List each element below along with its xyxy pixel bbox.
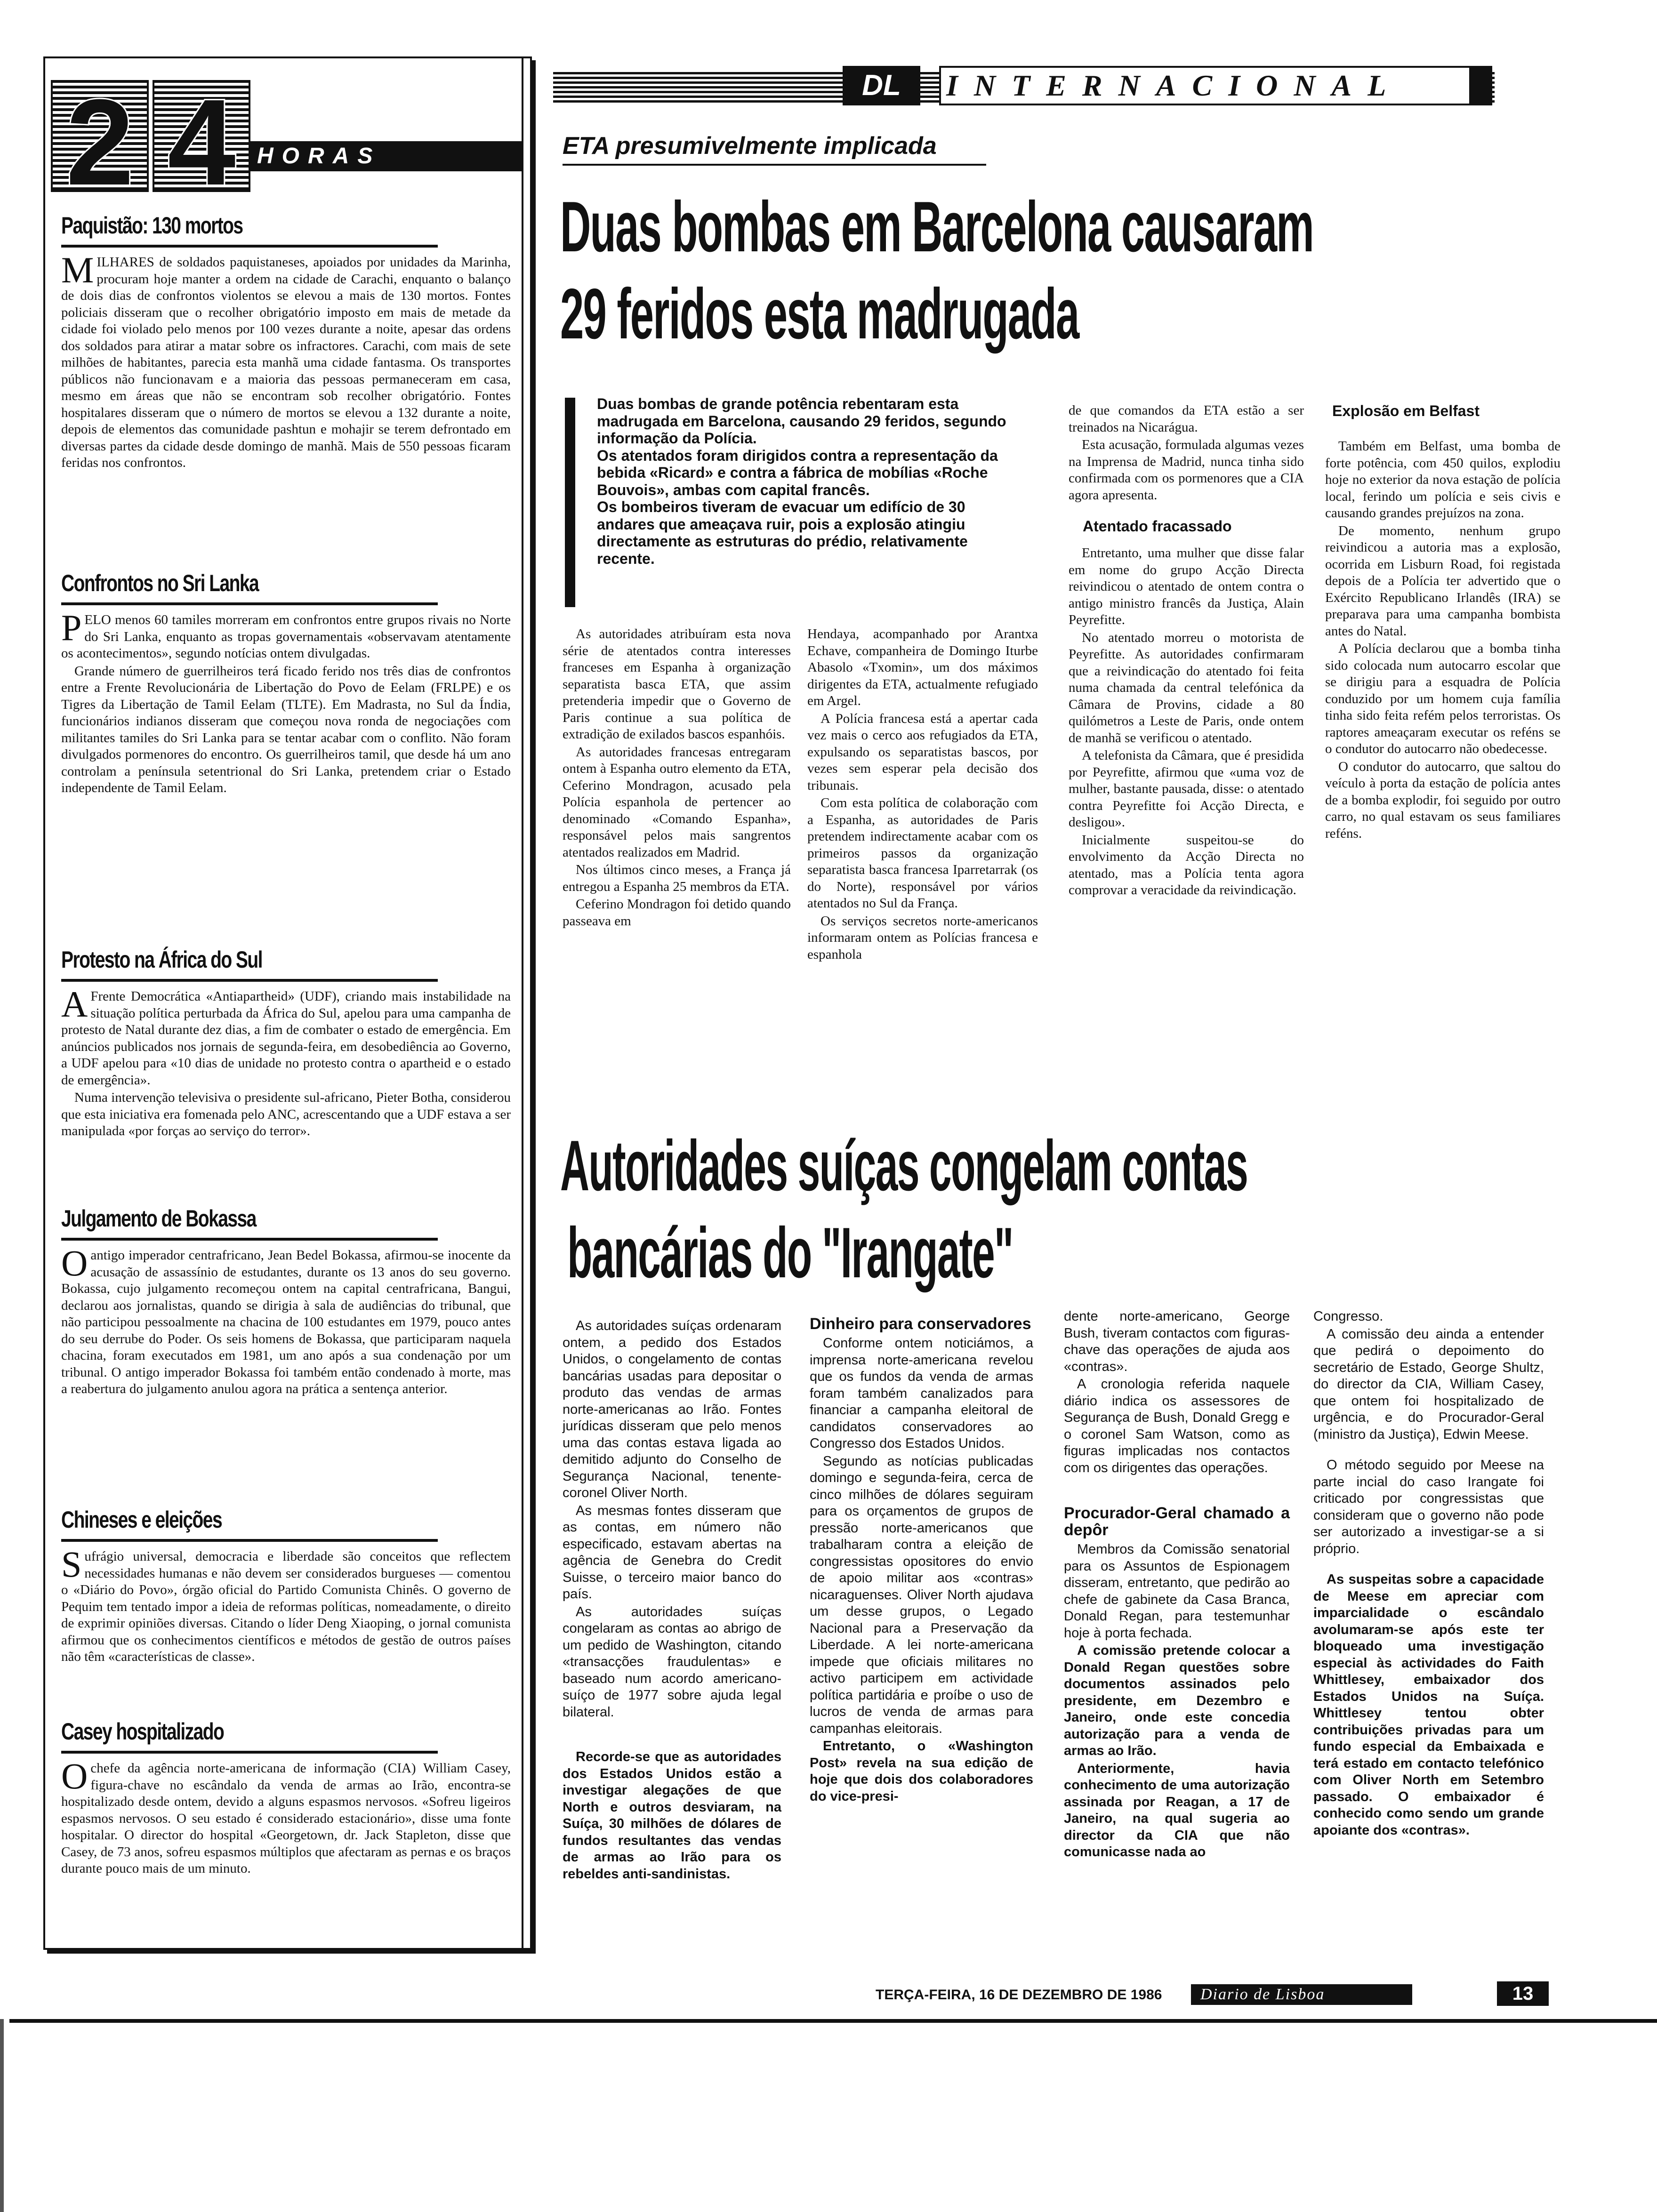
subhead: Explosão em Belfast: [1332, 402, 1480, 419]
title-underline: [61, 1751, 438, 1754]
paragraph: Conforme ontem noticiámos, a imprensa norte-americana revelou que os fundos da venda de armas foram também canalizados para financiar a campanha eleitoral de candidatos conservadores ao Congresso dos Estados Unidos.: [810, 1336, 1033, 1451]
footer-rule: [9, 2019, 1657, 2023]
sidebar-item: [61, 569, 511, 946]
dropcap: S: [61, 1544, 82, 1585]
dropcap: M: [61, 249, 94, 290]
article2-headline-line1: Autoridades suíças congelam contas: [560, 1126, 1248, 1206]
sidebar-double-rule: [522, 56, 523, 1953]
sidebar-item-body: [61, 1242, 511, 1398]
article2-col3: [1064, 1308, 1290, 1862]
paragraph: chefe da agência norte-americana de informação (CIA) William Casey, figura-chave no escândalo da venda de armas ao Irão, encontra-se hospitalizado desde ontem, devido a alguns espasmos nervosos. «Sofreu ligeiros espasmos nervosos. O seu estado é considerado estacionário», disse uma fonte hospitalar. O director do hospital «Georgetown, dr. Jack Stapleton, disse que Casey, de 73 anos, sofreu espasmos múltiplos que afectaram as pernas e os braços durante pouco mais de um minuto.: [61, 1761, 511, 1876]
sidebar-item: [61, 946, 511, 1205]
paragraph: O método seguido por Meese na parte incial do caso Irangate foi criticado por congressistas que consideram que o governo não pode ser autorizado a investigar-se a si próprio.: [1313, 1458, 1544, 1556]
paragraph: ELO menos 60 tamiles morreram em confrontos entre grupos rivais no Norte do Sri Lanka, enquanto as tropas governamentais «observavam atentamente os acontecimentos», segundo notícias ontem divulgadas.: [61, 612, 511, 661]
paragraph: de que comandos da ETA estão a ser treinados na Nicarágua.: [1069, 403, 1304, 435]
sidebar-logo: [43, 71, 538, 211]
paragraph: ufrágio universal, democracia e liberdade são conceitos que reflectem necessidades humanas e não devem ser considerados burgueses — comentou o «Diário do Povo», órgão oficial do Partido Comunista Chinês. O governo de Pequim tem tentado impor a ideia de reformas políticas, nomeadamente, o direito de exprimir opiniões diversas. Citando o líder Deng Xiaoping, o jornal comunista afirmou que os conhecimentos científicos e métodos de gestão de outros países não têm «características de classe».: [61, 1549, 511, 1664]
sidebar-item-body: [61, 249, 511, 472]
sidebar-item: [61, 1205, 511, 1506]
sidebar-item-title: Protesto na África do Sul: [61, 946, 262, 973]
sidebar-item: [61, 1718, 511, 1944]
article1-col4: [1325, 402, 1560, 843]
paragraph: Entretanto, uma mulher que disse falar em nome do grupo Acção Directa reivindicou o atentado de ontem contra o antigo ministro francês da Justiça, Alain Peyrefitte.: [1069, 545, 1304, 627]
paragraph: Com esta política de colaboração com a Espanha, as autoridades de Paris pretendem indirectamente acabar com os primeiros passos da organização separatista basca francesa Iparretarrak (os do Norte), responsável por vários atentados no Sul da França.: [807, 795, 1038, 911]
paragraph: As autoridades suíças congelaram as contas ao abrigo de um pedido de Washington, citando «transacções fraudulentas» e baseado num acordo americano-suíço de 1977 sobre ajuda legal bilateral.: [563, 1604, 781, 1720]
sidebar-item-title: Confrontos no Sri Lanka: [61, 570, 259, 596]
article1-col1: [563, 626, 791, 930]
article2-col2: [810, 1315, 1033, 1806]
paragraph: A telefonista da Câmara, que é presidida por Peyrefitte, afirmou que «uma voz de mulher, bastante pausada, disse: o atentado contra Peyrefitte foi Acção Directa, e desligou».: [1069, 748, 1304, 830]
paragraph: dente norte-americano, George Bush, tiveram contactos com figuras-chave das operações de ajuda aos «contras».: [1064, 1309, 1290, 1374]
paragraph: Membros da Comissão senatorial para os Assuntos de Espionagem disseram, entretanto, que pedirão ao chefe de gabinete da Casa Branca, Donald Regan, para testemunhar hoje à porta fechada.: [1064, 1542, 1290, 1641]
paragraph: Esta acusação, formulada algumas vezes na Imprensa de Madrid, nunca tinha sido confirmada com os pormenores que a CIA agora apresenta.: [1069, 437, 1304, 503]
footer-page-number: 13: [1497, 1981, 1549, 2006]
logo-number-box-1: [51, 74, 149, 211]
footer-date: TERÇA-FEIRA, 16 DE DEZEMBRO DE 1986: [876, 1987, 1162, 2003]
paragraph: Congresso.: [1313, 1309, 1384, 1324]
paragraph: As autoridades francesas entregaram ontem à Espanha outro elemento da ETA, Ceferino Mondragon, acusado pela Polícia espanhola de pertencer ao denominado «Comando Espanha», responsável pelos mais sangrentos atentados realizados em Madrid.: [563, 744, 791, 860]
paragraph: Grande número de guerrilheiros terá ficado ferido nos três dias de confrontos entre a Frente Revolucionária de Libertação do Povo de Eelam (FRLPE) e os Tigres da Libertação de Tamil Eelam (TLTE). Em Madrasta, no Sul da Índia, funcionários indianos disseram que começou nova ronda de negociações com militantes tamiles do Sri Lanka para se tentar acabar com o conflito. Não foram divulgados pormenores do encontro. Os guerrilheiros tamil, que desde há um ano controlam a península setentrional do Sri Lanka, pretendem criar o Estado independente de Tamil Eelam.: [61, 663, 511, 795]
paragraph: Também em Belfast, uma bomba de forte potência, com 450 quilos, explodiu hoje no exterior da nova estação de polícia local, ferindo um polícia e seis civis e causando grandes prejuízos na zona.: [1325, 439, 1560, 521]
page-left-edge: [0, 2019, 4, 2212]
paragraph: Nos últimos cinco meses, a França já entregou a Espanha 25 membros da ETA.: [563, 862, 791, 894]
sidebar-item: [61, 1506, 511, 1718]
paragraph: A Polícia declarou que a bomba tinha sido colocada num autocarro escolar que se dirigiu para a esquadra de Polícia conduzido por um homem cuja família tinha sido feita refém pelos terroristas. Os raptores ameaçaram executar os reféns se o condutor do autocarro não obedecesse.: [1325, 641, 1560, 756]
dropcap: P: [61, 607, 82, 648]
sidebar-item-title: Julgamento de Bokassa: [61, 1205, 256, 1232]
lead-paragraph: Os atentados foram dirigidos contra a representação da bebida «Ricard» e contra a fábrica de mobílias «Roche Bouvois», ambas com capital francês.: [597, 447, 998, 498]
lead-paragraph: Os bombeiros tiveram de evacuar um edifício de 30 andares que ameaçava ruir, pois a explosão atingiu directamente as estruturas do prédio, relativamente recente.: [597, 498, 968, 567]
paragraph: Anteriormente, havia conhecimento de uma autorização assinada por Reagan, a 17 de Janeiro, na qual sugeria ao director da CIA que não comunicasse nada ao: [1064, 1761, 1290, 1859]
paragraph: As autoridades suíças ordenaram ontem, a pedido dos Estados Unidos, o congelamento de contas bancárias usadas para depositar o produto das vendas de armas norte-americanas ao Irão. Fontes jurídicas disseram que pelo menos uma das contas estava ligada ao demitido adjunto do Conselho de Segurança Nacional, tenente-coronel Oliver North.: [563, 1318, 781, 1500]
logo-number-2: 4: [168, 74, 234, 211]
sidebar-item-title: Casey hospitalizado: [61, 1718, 224, 1745]
article1-col3: [1069, 402, 1304, 900]
paragraph: As autoridades atribuíram esta nova série de atentados contra interesses franceses em Espanha à organização separatista basca ETA, que assim pretenderia impedir que o Governo de Paris continue a sua política de extradição de exilados bascos espanhóis.: [563, 626, 791, 742]
title-underline: [61, 602, 438, 605]
sidebar-item-title: Chineses e eleições: [61, 1507, 222, 1533]
paragraph: Hendaya, acompanhado por Arantxa Echave, companheira de Domingo Iturbe Abasolo «Txomin», um dos máximos dirigentes da ETA, actualmente refugiado em Argel.: [807, 626, 1038, 708]
title-underline: [61, 1539, 438, 1542]
paragraph: De momento, nenhum grupo reivindicou a autoria mas a explosão, ocorrida em Lisburn Road, foi registada depois de a Polícia ter advertido que o Exército Republicano Irlandês (IRA) se preparava para uma campanha bombista antes do Natal.: [1325, 523, 1560, 639]
paragraph-bold: Recorde-se que as autoridades dos Estados Unidos estão a investigar alegações de que North e outros desviaram, na Suíça, 30 milhões de dólares de fundos resultantes das vendas de armas ao Irão para os rebeldes anti-sandinistas.: [563, 1749, 781, 1882]
section-logo: DL: [843, 66, 920, 105]
article1-kicker: ETA presumivelmente implicada: [563, 132, 937, 160]
paragraph: antigo imperador centrafricano, Jean Bedel Bokassa, afirmou-se inocente da acusação de assassínio de estudantes, durante os 13 anos do seu governo. Bokassa, cujo julgamento recomeçou ontem na capital centrafricana, Bangui, declarou aos jornalistas, quando se dirigia à sala de audiências do tribunal, que não participou pessoalmente na chacina de 100 estudantes em 1979, pouco antes do seu derrube do Poder. Os seis homens de Bokassa, que participaram naquela chacina, foram executados em 1981, um ano após a sua condenação por um tribunal. O antigo imperador Bokassa foi também então condenado à morte, mas a reabertura do julgamento anulou agora na prática a sentença anterior.: [61, 1248, 511, 1396]
section-header-end-block: [1471, 66, 1492, 105]
article1-col2: [807, 626, 1038, 964]
sidebar-item-body: [61, 984, 511, 1141]
dropcap: O: [61, 1242, 88, 1283]
article2-col1: [563, 1318, 781, 1883]
paragraph: No atentado morreu o motorista de Peyrefitte. As autoridades confirmaram que a reivindicação do atentado foi feita numa chamada da central telefónica da Câmara de Provins, cidade a 80 quilómetros a Leste de Paris, onde ontem de manhã se verificou o atentado.: [1069, 630, 1304, 745]
paragraph: A comissão pretende colocar a Donald Regan questões sobre documentos assinados pelo presidente, em Dezembro e Janeiro, onde este concedia autorização para a venda de armas ao Irão.: [1064, 1643, 1290, 1758]
sidebar-item: [61, 212, 511, 569]
paragraph: Inicialmente suspeitou-se do envolvimento da Acção Directa no atentado, mas a Polícia tenta agora comprovar a veracidade da reivindicação.: [1069, 832, 1304, 898]
paragraph: A comissão deu ainda a entender que pedirá o depoimento do secretário de Estado, George Shultz, do director da CIA, William Casey, que ontem foi hospitalizado de urgência, e do Procurador-Geral (ministro da Justiça), Edwin Meese.: [1313, 1326, 1544, 1442]
paragraph: Frente Democrática «Antiapartheid» (UDF), criando mais instabilidade na situação política perturbada da África do Sul, apelou para uma campanha de protesto de Natal durante dez dias, a fim de combater o estado de emergência. Em anúncios publicados nos jornais de segunda-feira, em desobediência ao Governo, a UDF apelou para «10 dias de unidade no protesto contra o apartheid e o estado de emergência».: [61, 989, 511, 1088]
section-title: INTERNACIONAL: [946, 69, 1402, 102]
logo-word: HORAS: [250, 141, 523, 171]
article1-headline-line1: Duas bombas em Barcelona causaram: [560, 187, 1313, 267]
paragraph: A cronologia referida naquele diário indica os assessores de Segurança de Bush, Donald Gregg e o coronel Sam Watson, como as figuras implicadas nos contactos com os dirigentes das operações.: [1064, 1377, 1290, 1475]
subhead: Dinheiro para conservadores: [810, 1315, 1031, 1333]
logo-number-1: 2: [66, 74, 133, 211]
paragraph: As mesmas fontes disseram que as contas, em número não especificado, estavam abertas na agência de Genebra do Credit Suisse, o terceiro maior banco do país.: [563, 1503, 781, 1602]
title-underline: [61, 245, 438, 248]
paragraph: A Polícia francesa está a apertar cada vez mais o cerco aos refugiados da ETA, expulsando os separatistas bascos, por vezes sem esperar pela decisão dos tribunais.: [807, 711, 1038, 793]
dropcap: A: [61, 984, 88, 1025]
sidebar-item-title: Paquistão: 130 mortos: [61, 212, 243, 239]
dropcap: O: [61, 1755, 88, 1796]
subhead: Procurador-Geral chamado a depôr: [1064, 1504, 1290, 1539]
paragraph: ILHARES de soldados paquistaneses, apoiados por unidades da Marinha, procuram hoje manter a ordem na cidade de Carachi, enquanto o balanço de dois dias de confrontos violentos se elevou a mais de 130 mortos. Fontes policiais disseram que o recolher obrigatório imposto em mais de metade da cidade foi violado pelo menos por 100 vezes durante a noite, apesar das ordens dos soldados para atirar a matar sobre os infractores. Carachi, com mais de sete milhões de habitantes, parecia esta manhã uma cidade fantasma. Os transportes públicos não funcionavam e a maioria das pessoas permaneceram em casa, mesmo em áreas que não se encontram sob recolher obrigatório. Fontes hospitalares disseram que o número de mortos se elevou a 132 durante a noite, depois de elementos das comunidade pashtun e mohajir se terem defrontado em diversas partes da cidade desde domingo de manhã. Mais de 550 pessoas ficaram feridas nos confrontos.: [61, 255, 511, 470]
subhead: Atentado fracassado: [1083, 518, 1232, 535]
title-underline: [61, 979, 438, 982]
footer-masthead: Diario de Lisboa: [1191, 1984, 1412, 2005]
kicker-underline: [563, 164, 986, 166]
paragraph: Entretanto, o «Washington Post» revela na sua edição de hoje que dois dos colaboradores do vice-presi-: [810, 1739, 1033, 1804]
paragraph: Ceferino Mondragon foi detido quando passeava em: [563, 897, 791, 929]
article2-col4: [1313, 1308, 1544, 1840]
sidebar-item-body: [61, 1755, 511, 1877]
paragraph: As suspeitas sobre a capacidade de Meese em apreciar com imparcialidade o escândalo avolumaram-se após este ter bloqueado uma investigação especial às actividades do Faith Whittlesey, embaixador dos Estados Unidos na Suíça. Whittlesey tentou obter contribuições privadas para um fundo especial da Embaixada e terá estado em contacto telefónico com Oliver North em Setembro passado. O embaixador é conhecido como sendo um grande apoiante dos «contras».: [1313, 1572, 1544, 1838]
article2-headline-line2: bancárias do "Irangate": [567, 1213, 1013, 1293]
logo-number-box-2: [153, 74, 250, 211]
sidebar-item-body: [61, 607, 511, 798]
article1-headline-line2: 29 feridos esta madrugada: [560, 274, 1079, 354]
article1-lead: [597, 395, 1011, 567]
sidebar-item-body: [61, 1544, 511, 1666]
lead-paragraph: Duas bombas de grande potência rebentaram esta madrugada em Barcelona, causando 29 feridos, segundo informação da Polícia.: [597, 395, 1006, 447]
paragraph: Segundo as notícias publicadas domingo e segunda-feira, cerca de cinco milhões de dólares seguiram para os orçamentos de grupos de pressão norte-americanos que trabalharam contra a eleição de congressistas opositores do envio de apoio militar aos «contras» nicaraguenses. Oliver North ajudava um desse grupos, o Legado Nacional para a Preservação da Liberdade. A lei norte-americana impede que oficiais militares no activo participem em actividade política partidária e proíbe o uso de lucros de venda de armas para campanhas eleitorais.: [810, 1453, 1033, 1736]
lead-bar: [565, 398, 575, 607]
title-underline: [61, 1238, 438, 1241]
paragraph: Os serviços secretos norte-americanos informaram ontem as Polícias francesa e espanhola: [807, 913, 1038, 962]
paragraph: Numa intervenção televisiva o presidente sul-africano, Pieter Botha, considerou que esta iniciativa era fomenada pelo ANC, acrescentando que a UDF estava a ser manipulada «por forças ao serviço do terror».: [61, 1090, 511, 1138]
paragraph: O condutor do autocarro, que saltou do veículo à porta da estação de polícia antes de a bomba explodir, foi seguido por outro carro, no qual estavam os seus familiares reféns.: [1325, 759, 1560, 841]
sidebar-items: [61, 212, 511, 1944]
